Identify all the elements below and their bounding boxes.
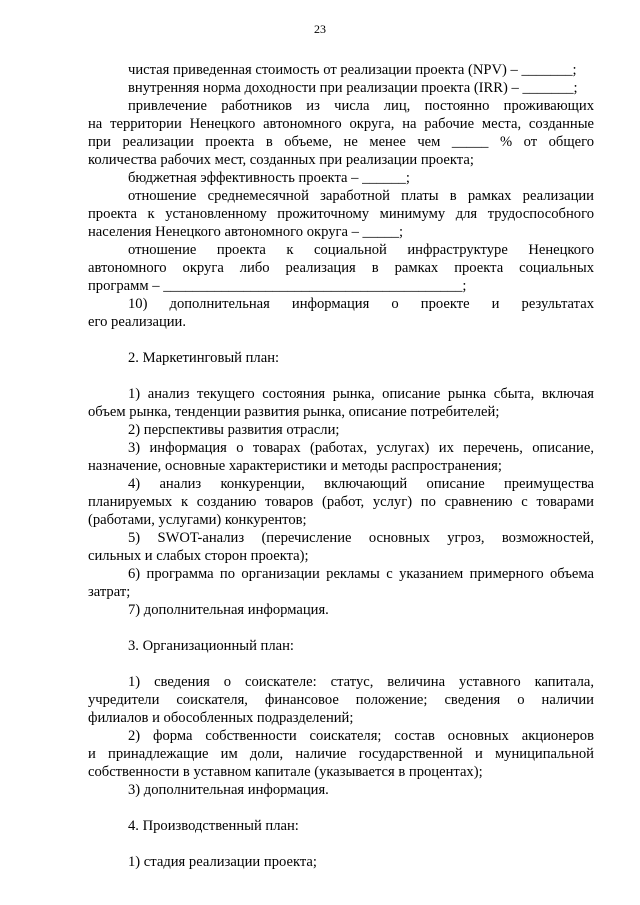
section-heading-production: 4. Производственный план: — [128, 818, 299, 834]
section-heading-organizational: 3. Организационный план: — [128, 638, 294, 654]
marketing-item-4-line-3: (работами, услугами) конкурентов; — [88, 512, 307, 528]
paragraph-budget-efficiency: бюджетная эффективность проекта – ______; — [128, 170, 410, 186]
section-heading-marketing: 2. Маркетинговый план: — [128, 350, 280, 366]
marketing-item-7: 7) дополнительная информация. — [128, 602, 329, 618]
marketing-item-5-line-2: сильных и слабых сторон проекта); — [88, 548, 309, 564]
paragraph-item-10-line-1: 10) дополнительная информация о проекте и результатах — [128, 296, 594, 312]
page-number: 23 — [314, 22, 326, 36]
paragraph-irr: внутренняя норма доходности при реализации проекта (IRR) – _______; — [128, 80, 578, 96]
marketing-item-4-line-2: планируемых к созданию товаров (работ, услуг) по сравнению с товарами — [88, 494, 594, 510]
marketing-item-4-line-1: 4) анализ конкуренции, включающий описание преимущества — [128, 476, 594, 492]
paragraph-employment-line-3: при реализации проекта в объеме, не менее чем _____ % от общего — [88, 134, 594, 150]
marketing-item-2: 2) перспективы развития отрасли; — [128, 422, 340, 438]
paragraph-social-line-2: автономного округа либо реализация в рамках проекта социальных — [88, 260, 594, 276]
marketing-item-1-line-1: 1) анализ текущего состояния рынка, описание рынка сбыта, включая — [128, 386, 594, 402]
marketing-item-3-line-1: 3) информация о товарах (работах, услугах) их перечень, описание, — [128, 440, 594, 456]
paragraph-social-line-3: программ – _________________________________________; — [88, 278, 467, 294]
production-item-1: 1) стадия реализации проекта; — [128, 854, 317, 870]
marketing-item-6-line-1: 6) программа по организации рекламы с указанием примерного объема — [128, 566, 594, 582]
marketing-item-6-line-2: затрат; — [88, 584, 131, 600]
organizational-item-2-line-1: 2) форма собственности соискателя; состав основных акционеров — [128, 728, 594, 744]
paragraph-employment-line-4: количества рабочих мест, созданных при реализации проекта; — [88, 152, 474, 168]
organizational-item-2-line-2: и принадлежащие им доли, наличие государственной и муниципальной — [88, 746, 594, 762]
marketing-item-3-line-2: назначение, основные характеристики и методы распространения; — [88, 458, 502, 474]
paragraph-social-line-1: отношение проекта к социальной инфраструктуре Ненецкого — [128, 242, 594, 258]
organizational-item-3: 3) дополнительная информация. — [128, 782, 329, 798]
organizational-item-1-line-2: учредители соискателя, финансовое положение; сведения о наличии — [88, 692, 594, 708]
paragraph-salary-line-2: проекта к установленному прожиточному минимуму для трудоспособного — [88, 206, 594, 222]
organizational-item-1-line-1: 1) сведения о соискателе: статус, величина уставного капитала, — [128, 674, 594, 690]
paragraph-employment-line-1: привлечение работников из числа лиц, постоянно проживающих — [128, 98, 594, 114]
paragraph-item-10-line-2: его реализации. — [88, 314, 187, 330]
organizational-item-1-line-3: филиалов и обособленных подразделений; — [88, 710, 354, 726]
marketing-item-5-line-1: 5) SWOT-анализ (перечисление основных угроз, возможностей, — [128, 530, 594, 546]
marketing-item-1-line-2: объем рынка, тенденции развития рынка, описание потребителей; — [88, 404, 500, 420]
organizational-item-2-line-3: собственности в уставном капитале (указывается в процентах); — [88, 764, 483, 780]
paragraph-employment-line-2: на территории Ненецкого автономного округа, на рабочие места, созданные — [88, 116, 594, 132]
paragraph-salary-line-3: населения Ненецкого автономного округа – _____; — [88, 224, 404, 240]
paragraph-npv: чистая приведенная стоимость от реализации проекта (NPV) – _______; — [128, 62, 577, 78]
paragraph-salary-line-1: отношение среднемесячной заработной платы в рамках реализации — [128, 188, 594, 204]
